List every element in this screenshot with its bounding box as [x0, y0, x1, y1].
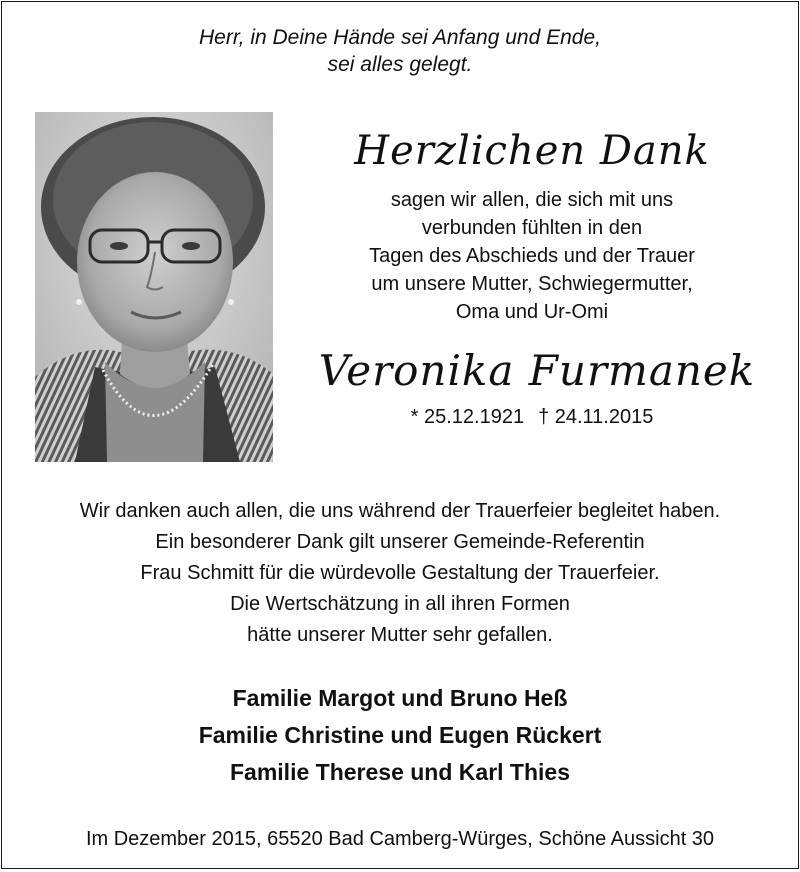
- portrait-illustration: [35, 112, 273, 462]
- family-name: Familie Christine und Eugen Rückert: [198, 722, 602, 748]
- motto-line: sei alles gelegt.: [327, 53, 473, 76]
- bible-motto: [2, 24, 798, 78]
- life-dates: [307, 404, 757, 430]
- place-date-address: Im Dezember 2015, 65520 Bad Camberg-Würges, Schöne Aussicht 30: [85, 828, 715, 850]
- thanks-line: um unsere Mutter, Schwiegermutter,: [371, 273, 693, 295]
- thanks-text: [307, 186, 757, 326]
- deceased-name: Veronika Furmanek: [318, 346, 756, 395]
- birth-date: * 25.12.1921: [410, 406, 525, 428]
- family-signatures: [2, 680, 798, 791]
- message-line: Wir danken auch allen, die uns während der Trauerfeier begleitet haben.: [79, 500, 721, 522]
- thanks-heading: Herzlichen Dank: [354, 128, 710, 174]
- death-date: † 24.11.2015: [538, 406, 654, 428]
- message-line: hätte unserer Mutter sehr gefallen.: [247, 624, 553, 646]
- obituary-card: [1, 1, 799, 869]
- portrait-photo: [35, 112, 273, 462]
- message-line: Frau Schmitt für die würdevolle Gestaltung der Trauerfeier.: [140, 562, 660, 584]
- family-name: Familie Margot und Bruno Heß: [232, 685, 568, 711]
- motto-line: Herr, in Deine Hände sei Anfang und Ende,: [199, 26, 601, 49]
- family-name: Familie Therese und Karl Thies: [230, 759, 570, 785]
- thanks-line: verbunden fühlten in den: [421, 217, 643, 239]
- thanks-line: Oma und Ur-Omi: [455, 301, 609, 323]
- message-line: Ein besonderer Dank gilt unserer Gemeinde-Referentin: [155, 531, 645, 553]
- thanks-line: Tagen des Abschieds und der Trauer: [369, 245, 695, 267]
- message-line: Die Wertschätzung in all ihren Formen: [230, 593, 570, 615]
- thanks-line: sagen wir allen, die sich mit uns: [390, 189, 674, 211]
- message-text: [2, 496, 798, 651]
